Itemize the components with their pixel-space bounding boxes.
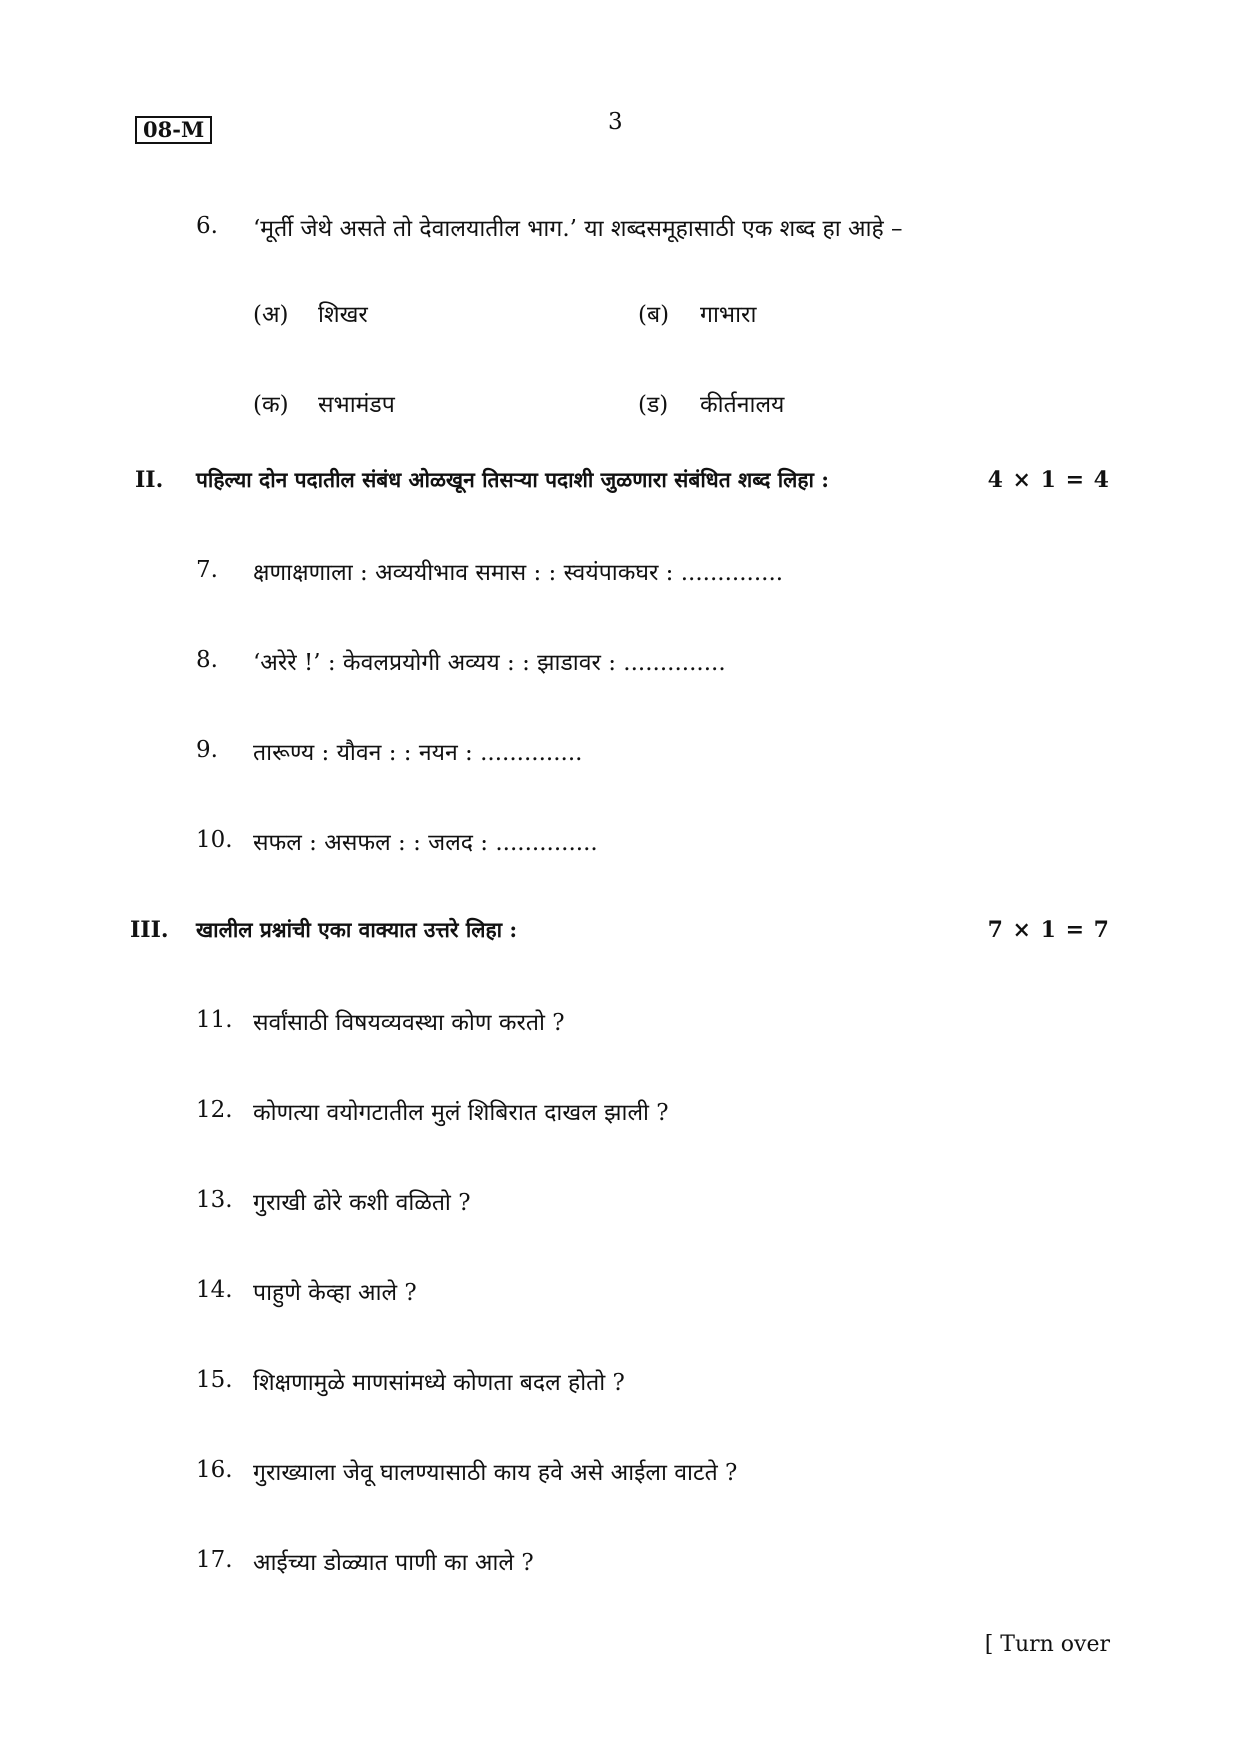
option-label: (ब) (638, 302, 670, 328)
option-label: (क) (253, 392, 289, 418)
section-marks: 4 × 1 = 4 (987, 467, 1110, 493)
question-text: गुराख्याला जेवू घालण्यासाठी काय हवे असे आईला वाटते ? (253, 1460, 738, 1486)
option-text: सभामंडप (318, 392, 395, 418)
question-number: 12. (196, 1097, 233, 1123)
question-text: ‘अरेरे !’ : केवलप्रयोगी अव्यय : : झाडावर : .............. (253, 650, 726, 676)
question-text: तारूण्य : यौवन : : नयन : .............. (253, 740, 583, 766)
option-label: (ड) (638, 392, 669, 418)
section-title: पहिल्या दोन पदातील संबंध ओळखून तिसऱ्या पदाशी जुळणारा संबंधित शब्द लिहा : (196, 467, 830, 492)
question-text: सर्वांसाठी विषयव्यवस्था कोण करतो ? (253, 1010, 565, 1036)
question-text: गुराखी ढोरे कशी वळितो ? (253, 1190, 471, 1216)
question-number: 13. (196, 1187, 233, 1213)
section-number: II. (135, 467, 164, 493)
question-number: 6. (196, 213, 218, 239)
question-text: आईच्या डोळ्यात पाणी का आले ? (253, 1550, 534, 1576)
question-number: 11. (196, 1007, 233, 1033)
section-number: III. (130, 917, 169, 943)
option-text: शिखर (318, 302, 368, 328)
question-text: पाहुणे केव्हा आले ? (253, 1280, 417, 1306)
question-number: 15. (196, 1367, 233, 1393)
question-number: 16. (196, 1457, 233, 1483)
question-text: क्षणाक्षणाला : अव्ययीभाव समास : : स्वयंपाकघर : .............. (253, 560, 784, 586)
section-marks: 7 × 1 = 7 (987, 917, 1110, 943)
question-number: 17. (196, 1547, 233, 1573)
question-number: 10. (196, 827, 233, 853)
question-number: 8. (196, 647, 218, 673)
paper-code: 08-M (135, 116, 212, 144)
question-text: ‘मूर्ती जेथे असते तो देवालयातील भाग.’ या शब्दसमूहासाठी एक शब्द हा आहे – (253, 216, 903, 242)
option-text: गाभारा (700, 302, 757, 328)
question-text: सफल : असफल : : जलद : .............. (253, 830, 598, 856)
question-number: 14. (196, 1277, 233, 1303)
question-text: कोणत्या वयोगटातील मुलं शिबिरात दाखल झाली ? (253, 1100, 669, 1126)
page-number: 3 (608, 109, 623, 135)
question-text: शिक्षणामुळे माणसांमध्ये कोणता बदल होतो ? (253, 1370, 625, 1396)
section-title: खालील प्रश्नांची एका वाक्यात उत्तरे लिहा : (196, 917, 518, 942)
option-label: (अ) (253, 302, 289, 328)
question-number: 9. (196, 737, 218, 763)
turn-over-note: [ Turn over (984, 1632, 1110, 1657)
option-text: कीर्तनालय (700, 392, 785, 418)
question-number: 7. (196, 557, 218, 583)
